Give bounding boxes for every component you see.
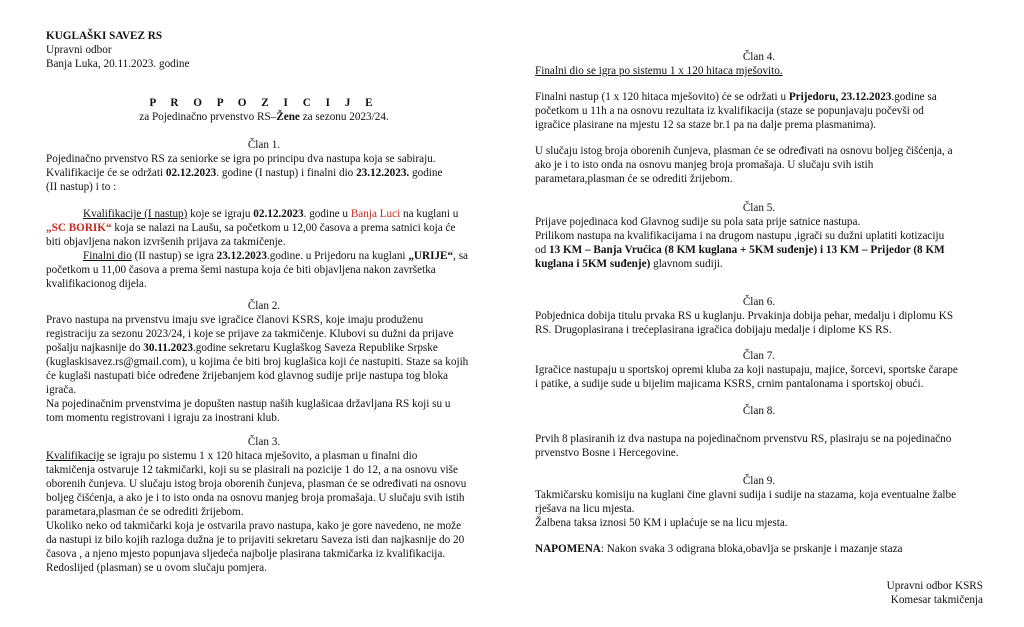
- clan1-final-line1: [83, 250, 468, 263]
- clan2-heading: Član 2.: [247, 300, 281, 312]
- clan1-kval-line1: [83, 208, 458, 221]
- clan2-line4: (kuglaskisavez.rs@gmail.com), u kojima će biti broj kuglašica koji će nastupiti. Staze sa kojih: [46, 356, 469, 368]
- clan8-heading: Član 8.: [742, 405, 776, 417]
- clan2-line1: Pravo nastupa na prvenstvu imaju sve igračice članovi KSRS, koje imaju produženu: [46, 314, 424, 326]
- text: godine: [409, 167, 443, 179]
- date: 23.12.2023.: [356, 167, 410, 179]
- text: . godine (I nastup) i finalni dio: [216, 167, 357, 179]
- text: .godine. u Prijedoru na kuglani: [266, 250, 409, 262]
- clan1-line2: [46, 167, 442, 180]
- document-title: P R O P O Z I C I J E: [149, 97, 379, 109]
- text: .godine sekretaru Kuglaškog Saveza Republike Srpske: [193, 342, 438, 354]
- clan9-line3: Žalbena taksa iznosi 50 KM i uplaćuje se na licu mjesta.: [535, 517, 788, 529]
- text: Kvalifikacije će se održati: [46, 167, 166, 179]
- clan2-line8: tom momentu registrovani i igraju za inostrani klub.: [46, 412, 280, 424]
- clan3-line2: takmičenja ostvaruje 12 takmičarki, koji su se plasirali na pozicije 1 do 12, a na osnovu više: [46, 464, 458, 476]
- clan9-heading: Član 9.: [742, 475, 776, 487]
- clan7-line2: i patike, a sudije sude u bijelim majicama KSRS, crnim pantalonama i sportskoj obući.: [535, 378, 924, 390]
- clan5-line4: [535, 258, 723, 271]
- place-date: Prijedoru, 23.12.2023: [788, 91, 892, 103]
- clan1-kval-line3: biti objavljena nakon izvršenih prijava za takmičenje.: [46, 236, 286, 248]
- clan1-line3: (II nastup) i to :: [46, 181, 117, 193]
- text: pošalju najkasnije do: [46, 342, 144, 354]
- clan3-line7: da nastupi iz bilo kojih razloga dužna je to prijaviti sekretaru Saveza isti dan najkasnije do 20: [46, 534, 465, 546]
- signature-line1: Upravni odbor KSRS: [886, 580, 983, 592]
- clan9-line1: Takmičarsku komisiju na kuglani čine glavni sudija i sudije na stazama, koja eventualne žalbe: [535, 489, 957, 501]
- clan3-line6: Ukoliko neko od takmičarki koja je ostvarila pravo nastupa, kako je gore navedeno, ne može: [46, 520, 462, 532]
- clan1-final-line3: kvalifikacionog dijela.: [46, 278, 147, 290]
- clan8-line2: prvenstvo Bosne i Hercegovine.: [535, 447, 679, 459]
- clan1-kval-line2: [46, 222, 455, 235]
- date: 23.12.2023: [216, 250, 267, 262]
- fee: 13 KM – Banja Vrućica (8 KM kuglana + 5KM suđenje) i 13 KM – Prijedor (8 KM: [548, 244, 945, 256]
- clan2-line2: registraciju za sezonu 2023/24, i koje se prijave za takmičenje. Klubovi su dužni da prijave: [46, 328, 454, 340]
- clan3-line8: časova , a njeno mjesto popunjava sljedeća najbolje plasirana takmičarka iz kvalifikacija.: [46, 548, 446, 560]
- text: , sa: [453, 250, 469, 262]
- city-highlight: Banja Luci: [350, 208, 401, 220]
- kval-label: Kvalifikacije (I nastup): [83, 208, 188, 220]
- clan2-line6: igrača.: [46, 384, 77, 396]
- clan3-line4: boljeg čišćenja, a ako je i to isto onda na osnovu manjeg broja promašaja. U slučaju svih istih: [46, 492, 465, 504]
- clan2-line5: će kuglaši nastupati biće određene žrijebanjem kod glavnog sudije prije nastupa tog bloka: [46, 370, 449, 382]
- fee: kuglana i 5KM suđenje): [535, 258, 651, 270]
- napomena-line: [535, 543, 903, 556]
- text: glavnom sudiji.: [650, 258, 723, 270]
- napomena-label: NAPOMENA: [535, 543, 601, 555]
- subtitle-pre: za Pojedinačno prvenstvo RS–: [139, 111, 277, 123]
- clan4-subtitle: Finalni dio se igra po sistemu 1 x 120 hitaca mješovito.: [535, 65, 783, 77]
- clan4-line2: početkom u 11h a na osnovu rezultata iz kvalifikacija (staze se popunjavaju počevši od: [535, 105, 924, 117]
- clan3-line5: parametara,plasman će se odrediti žrijebom.: [46, 506, 244, 518]
- clan4-line6: parametara,plasman će se odrediti žrijebom.: [535, 173, 733, 185]
- clan4-line3: igračice plasirane na mjestu 12 sa staze br.1 pa na dalje prema plasmanima).: [535, 119, 877, 131]
- signature-line2: Komesar takmičenja: [890, 594, 983, 606]
- clan7-heading: Član 7.: [742, 350, 776, 362]
- date: 02.12.2023: [253, 208, 304, 220]
- text: od: [535, 244, 549, 256]
- document-subtitle: [46, 111, 482, 124]
- venue: „URIJE“: [408, 250, 454, 262]
- napomena-text: : Nakon svaka 3 odigrana bloka,obavlja se prskanje i mazanje staza: [600, 543, 903, 555]
- text: se igraju po sistemu 1 x 120 hitaca mješovito, a plasman u finalni dio: [104, 450, 418, 462]
- subtitle-post: za sezonu 2023/24.: [299, 111, 389, 123]
- text: Finalni nastup (1 x 120 hitaca mješovito) će se održati u: [535, 91, 789, 103]
- clan1-heading: Član 1.: [247, 139, 281, 151]
- venue-highlight: „SC BORIK“: [46, 222, 112, 234]
- clan5-heading: Član 5.: [742, 202, 776, 214]
- clan5-line3: [535, 244, 945, 257]
- clan1-line1: Pojedinačno prvenstvo RS za seniorke se igra po principu dva nastupa koja se sabiraju.: [46, 153, 436, 165]
- clan8-line1: Prvih 8 plasiranih iz dva nastupa na pojedinačnom prvenstvu RS, plasiraju se na pojedinačno: [535, 433, 952, 445]
- text: .godine sa: [891, 91, 937, 103]
- text: koja se nalazi na Laušu, sa početkom u 12,00 časova a prema satnici koja će: [111, 222, 456, 234]
- text: . godine u: [303, 208, 351, 220]
- date: 30.11.2023: [143, 342, 193, 354]
- clan1-final-line2: početkom u 11,00 časova a prema šemi nastupa koja će biti objavljena nakon završetka: [46, 264, 436, 276]
- date: 02.12.2023: [165, 167, 217, 179]
- final-label: Finalni dio: [83, 250, 132, 262]
- clan7-line1: Igračice nastupaju u sportskoj opremi kluba za koji nastupaju, majice, šorcevi, sportske čarape: [535, 364, 958, 376]
- subtitle-bold: Žene: [276, 111, 300, 123]
- clan4-line5: ako je i to isto onda na osnovu manjeg broja promašaja. U slučaju svih istih: [535, 159, 874, 171]
- clan3-heading: Član 3.: [247, 436, 281, 448]
- clan6-line2: RS. Drugoplasirana i trećeplasirana igračica dobijaju medalje i diplome KS RS.: [535, 324, 892, 336]
- clan2-line7: Na pojedinačnim prvenstvima je dopušten nastup naših kuglašicaa državljana RS koji su u: [46, 398, 451, 410]
- clan6-heading: Član 6.: [742, 296, 776, 308]
- clan9-line2: rješava na licu mjesta.: [535, 503, 635, 515]
- text: (II nastup) se igra: [131, 250, 217, 262]
- org-name: KUGLAŠKI SAVEZ RS: [46, 30, 163, 42]
- clan3-line1: [46, 450, 417, 463]
- clan4-heading: Član 4.: [742, 51, 776, 63]
- kval-label: Kvalifikacije: [46, 450, 105, 462]
- place-date: Banja Luka, 20.11.2023. godine: [46, 58, 190, 70]
- text: na kuglani u: [400, 208, 459, 220]
- org-body: Upravni odbor: [46, 44, 112, 56]
- clan2-line3: [46, 342, 438, 355]
- clan4-line1: [535, 91, 937, 104]
- clan3-line9: Redoslijed (plasman) se u ovom slučaju pomjera.: [46, 562, 267, 574]
- clan6-line1: Pobjednica dobija titulu prvaka RS u kuglanju. Prvakinja dobija pehar, medalju i diplomu KS: [535, 310, 954, 322]
- clan3-line3: oborenih čunjeva. U slučaju istog broja oborenih čunjeva, plasman će se određivati na osnovu: [46, 478, 467, 490]
- clan5-line1: Prijave pojedinaca kod Glavnog sudije su pola sata prije satnice nastupa.: [535, 216, 861, 228]
- clan5-line2: Prilikom nastupa na kvalifikacijama i na drugom nastupu ,igrači su dužni uplatiti kotizaciju: [535, 230, 945, 242]
- clan4-line4: U slučaju istog broja oborenih čunjeva, plasman će se određivati na osnovu boljeg čišćenja, a: [535, 145, 953, 157]
- text: koje se igraju: [187, 208, 254, 220]
